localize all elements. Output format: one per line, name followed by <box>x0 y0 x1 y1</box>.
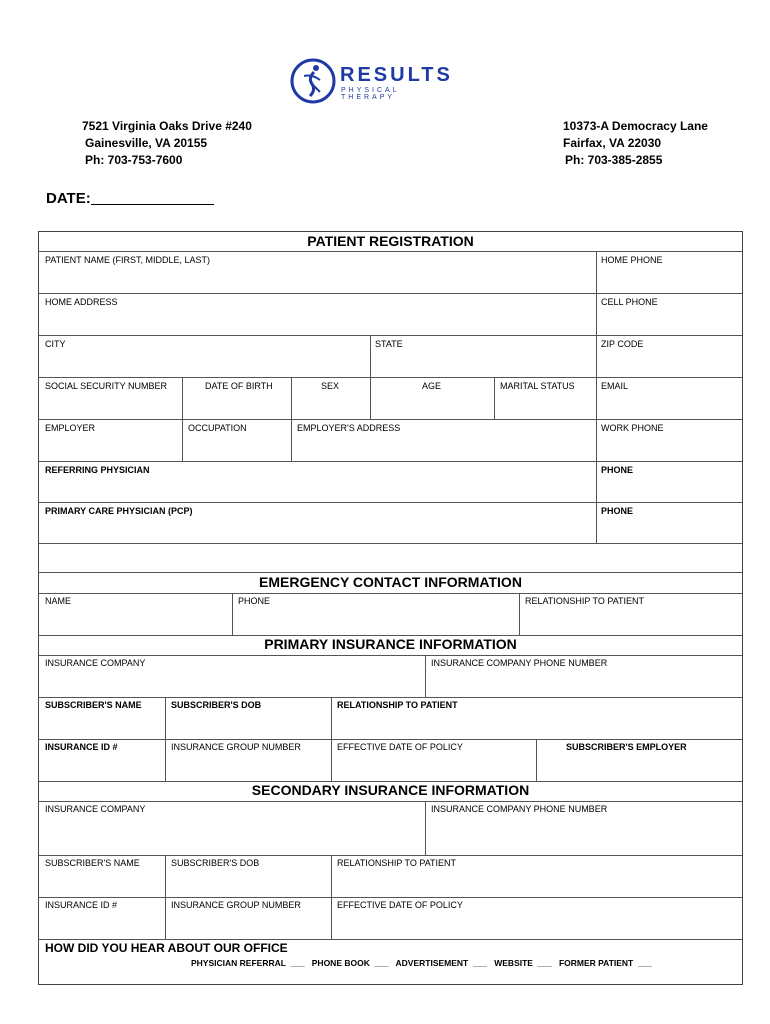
date-field[interactable] <box>91 190 214 205</box>
section-title-primary: PRIMARY INSURANCE INFORMATION <box>264 636 517 652</box>
section-title-patient: PATIENT REGISTRATION <box>307 233 474 249</box>
primary-insurance-id-field[interactable]: INSURANCE ID # <box>45 742 118 752</box>
logo-subtitle: PHYSICAL THERAPY <box>341 87 400 101</box>
ssn-field[interactable]: SOCIAL SECURITY NUMBER <box>45 381 168 391</box>
zip-field[interactable]: ZIP CODE <box>601 339 644 349</box>
secondary-insurance-id-field[interactable]: INSURANCE ID # <box>45 900 118 910</box>
cell-phone-field[interactable]: CELL PHONE <box>601 297 658 307</box>
logo-emblem-icon <box>290 58 336 104</box>
emergency-phone-field[interactable]: PHONE <box>238 596 271 606</box>
date-label: DATE: <box>46 190 91 207</box>
city-field[interactable]: CITY <box>45 339 66 349</box>
registration-form <box>38 231 743 985</box>
secondary-company-field[interactable]: INSURANCE COMPANY <box>45 804 146 814</box>
primary-subscriber-employer-field[interactable]: SUBSCRIBER'S EMPLOYER <box>566 742 687 752</box>
home-phone-field[interactable]: HOME PHONE <box>601 255 663 265</box>
primary-subscriber-name-field[interactable]: SUBSCRIBER'S NAME <box>45 700 142 710</box>
referring-phone-field[interactable]: PHONE <box>601 465 634 475</box>
secondary-subscriber-name-field[interactable]: SUBSCRIBER'S NAME <box>45 858 140 868</box>
hear-about-options[interactable]: PHYSICIAN REFERRAL ___ PHONE BOOK ___ ADVERTISEMENT ___ WEBSITE ___ FORMER PATIENT ___ <box>191 958 653 968</box>
state-field[interactable]: STATE <box>375 339 403 349</box>
section-title-secondary: SECONDARY INSURANCE INFORMATION <box>251 782 530 798</box>
emergency-relationship-field[interactable]: RELATIONSHIP TO PATIENT <box>525 596 645 606</box>
secondary-effective-date-field[interactable]: EFFECTIVE DATE OF POLICY <box>337 900 463 910</box>
home-address-field[interactable]: HOME ADDRESS <box>45 297 118 307</box>
patient-name-field[interactable]: PATIENT NAME (FIRST, MIDDLE, LAST) <box>45 255 211 265</box>
primary-group-number-field[interactable]: INSURANCE GROUP NUMBER <box>171 742 301 752</box>
secondary-subscriber-dob-field[interactable]: SUBSCRIBER'S DOB <box>171 858 260 868</box>
section-title-emergency: EMERGENCY CONTACT INFORMATION <box>259 574 522 590</box>
emergency-name-field[interactable]: NAME <box>45 596 72 606</box>
email-field[interactable]: EMAIL <box>601 381 629 391</box>
office-left-line3: Ph: 703-753-7600 <box>85 153 183 167</box>
office-right-line1: 10373-A Democracy Lane <box>563 119 708 133</box>
referring-physician-field[interactable]: REFERRING PHYSICIAN <box>45 465 150 475</box>
hear-about-title: HOW DID YOU HEAR ABOUT OUR OFFICE <box>45 941 288 955</box>
office-right-line3: Ph: 703-385-2855 <box>565 153 663 167</box>
office-left-line1: 7521 Virginia Oaks Drive #240 <box>82 119 252 133</box>
logo-brand: RESULTS <box>340 64 453 86</box>
office-right-line2: Fairfax, VA 22030 <box>563 136 662 150</box>
occupation-field[interactable]: OCCUPATION <box>188 423 247 433</box>
work-phone-field[interactable]: WORK PHONE <box>601 423 664 433</box>
pcp-field[interactable]: PRIMARY CARE PHYSICIAN (PCP) <box>45 506 193 516</box>
primary-effective-date-field[interactable]: EFFECTIVE DATE OF POLICY <box>337 742 463 752</box>
dob-field[interactable]: DATE OF BIRTH <box>205 381 273 391</box>
secondary-relationship-field[interactable]: RELATIONSHIP TO PATIENT <box>337 858 457 868</box>
logo <box>290 58 453 104</box>
office-left <box>82 118 252 169</box>
primary-company-phone-field[interactable]: INSURANCE COMPANY PHONE NUMBER <box>431 658 608 668</box>
sex-field[interactable]: SEX <box>321 381 340 391</box>
primary-company-field[interactable]: INSURANCE COMPANY <box>45 658 146 668</box>
employer-field[interactable]: EMPLOYER <box>45 423 96 433</box>
office-right <box>563 118 708 169</box>
employer-address-field[interactable]: EMPLOYER'S ADDRESS <box>297 423 401 433</box>
marital-status-field[interactable]: MARITAL STATUS <box>500 381 575 391</box>
secondary-group-number-field[interactable]: INSURANCE GROUP NUMBER <box>171 900 301 910</box>
office-left-line2: Gainesville, VA 20155 <box>85 136 208 150</box>
primary-relationship-field[interactable]: RELATIONSHIP TO PATIENT <box>337 700 458 710</box>
secondary-company-phone-field[interactable]: INSURANCE COMPANY PHONE NUMBER <box>431 804 608 814</box>
primary-subscriber-dob-field[interactable]: SUBSCRIBER'S DOB <box>171 700 262 710</box>
pcp-phone-field[interactable]: PHONE <box>601 506 634 516</box>
age-field[interactable]: AGE <box>422 381 442 391</box>
